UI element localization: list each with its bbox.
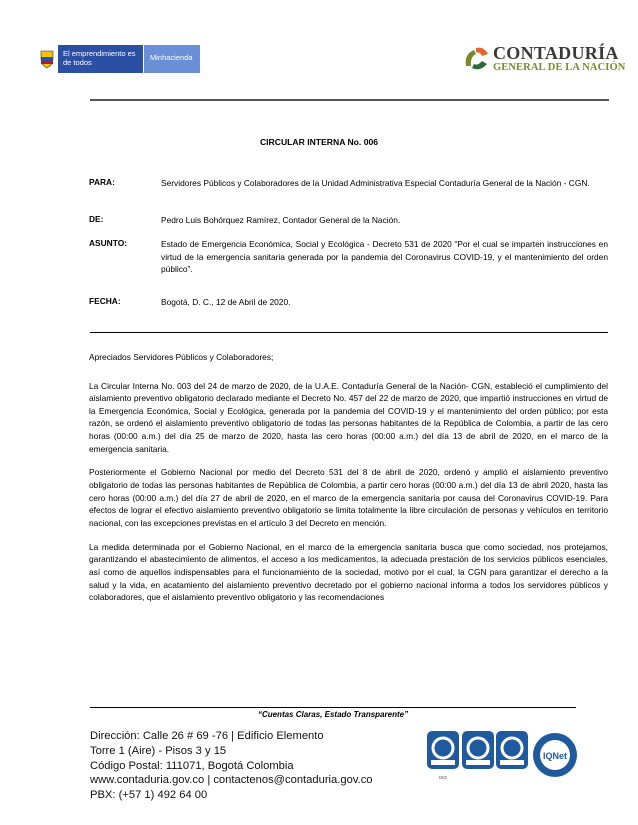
field-label-fecha: FECHA: (89, 296, 121, 306)
field-label-asunto: ASUNTO: (89, 238, 127, 248)
badge-caption: ISO (439, 775, 447, 780)
iso-27001-badge-icon (496, 731, 528, 774)
body-paragraph-1: La Circular Interna No. 003 del 24 de marzo de 2020, de la U.A.E. Contaduría General de la Nación- CGN, estableció el cumplimiento del aislamiento preventivo obligatorio declarado mediante el Decreto No. 457 del 22 de marzo de 2020, que impartió instrucciones en virtud de la Emergencia Económica, Social y Ecológica, generada por la pandemia del COVID-19 y el mantenimiento del orden público; por esta razón, se ordenó el aislamiento preventivo obligatorio de todas las personas habitantes de la República de Colombia, a partir de las cero horas (00:00 a.m.) del día 25 de marzo de 2020, hasta las cero horas (00:00 a.m.) del día 13 de abril de 2020, en el marco de la emergencia sanitaria. (89, 380, 608, 454)
salutation: Apreciados Servidores Públicos y Colaboradores; (89, 352, 274, 362)
footer-phone: PBX: (+57 1) 492 64 00 (90, 789, 208, 802)
field-label-para: PARA: (89, 177, 115, 187)
cgn-logo-line2: GENERAL DE LA NACIÓN (493, 62, 626, 73)
body-paragraph-2: Posteriormente el Gobierno Nacional por medio del Decreto 531 del 8 de abril de 2020, ordenó y amplió el aislamiento preventivo obligatorio de todas las personas habitantes de República de Colombia, a partir cero horas (00:00 a.m.) del día 13 de abril 2020, hasta las cero horas (00:00 a.m.) del día 27 de abril de 2020, en el marco de la emergencia sanitaria por causa del Coronavirus COVID-19. Para efectos de lograr el efectivo aislamiento preventivo obligatorio se limita totalmente la libre circulación de personas y vehículos en territorio nacional, con las excepciones previstas en el artículo 3 del Decreto en mención. (89, 467, 608, 528)
ministry-name: Minhacienda (143, 45, 200, 73)
footer-contact (90, 729, 373, 803)
cgn-mark-icon (462, 44, 490, 74)
colombia-shield-icon (36, 45, 58, 73)
footer-address: Dirección: Calle 26 # 69 -76 | Edificio Elemento (90, 730, 324, 742)
field-value-fecha: Bogotá, D. C., 12 de Abril de 2020. (161, 297, 291, 307)
footer-postal-code: Código Postal: 111071, Bogotá Colombia (90, 759, 294, 772)
section-divider (90, 332, 608, 333)
footer-divider (90, 707, 576, 708)
header-divider (90, 99, 609, 101)
iso-14001-badge-icon (462, 731, 494, 774)
iqnet-label: IQNet (542, 751, 568, 761)
footer-web-email: www.contaduria.gov.co | contactenos@contaduria.gov.co (90, 774, 373, 787)
field-value-asunto: Estado de Emergencia Económica, Social y Ecológica - Decreto 531 de 2020 “Por el cual se imparten instrucciones en virtud de la emergencia sanitaria generada por la pandemia del Coronavirus COVID-19, y el mantenimiento del orden público”. (161, 239, 608, 275)
government-logo (36, 45, 200, 73)
cgn-logo (462, 44, 625, 74)
field-value-para: Servidores Públicos y Colaboradores de la Unidad Administrativa Especial Contaduría General de la Nación - CGN. (161, 178, 590, 188)
iqnet-badge-icon (531, 731, 579, 784)
document-body (89, 351, 608, 615)
footer-tower: Torre 1 (Aire) - Pisos 3 y 15 (90, 744, 227, 757)
footer-slogan: “Cuentas Claras, Estado Transparente” (257, 710, 409, 719)
cgn-logo-line1: CONTADURÍA (493, 43, 619, 63)
gov-slogan: El emprendimiento es de todos (58, 45, 143, 73)
iso-9001-badge-icon (427, 731, 459, 781)
body-paragraph-3: La medida determinada por el Gobierno Nacional, en el marco de la emergencia sanitaria busca que como sociedad, nos protejamos, garantizando el abastecimiento de alimentos, el acceso a los medicamentos, la adecuada prestación de los servicios públicos esenciales, así como de aquellos indispensables para el funcionamiento de la sociedad, motivo por el cual, la CGN para garantizar el derecho a la salud y la vida, en acatamiento del aislamiento preventivo decretado por el gobierno nacional informa a todos los servidores públicos y colaboradores, que el aislamiento preventivo obligatorio y las recomendaciones (89, 541, 608, 603)
field-value-de: Pedro Luis Bohórquez Ramírez, Contador General de la Nación. (161, 215, 401, 225)
field-label-de: DE: (89, 214, 104, 224)
document-title: CIRCULAR INTERNA No. 006 (259, 137, 379, 147)
